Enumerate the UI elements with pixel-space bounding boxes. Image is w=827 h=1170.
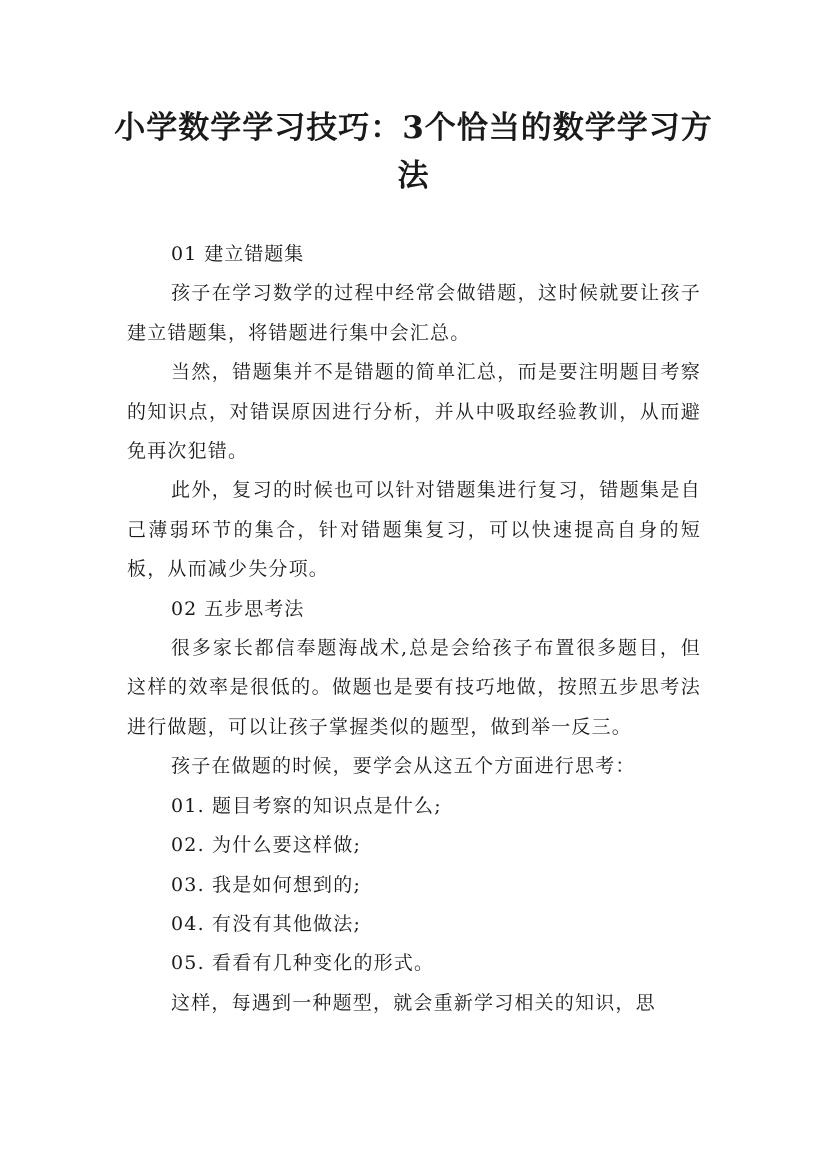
section-heading: 02 五步思考法 [171,597,305,620]
page-title: 小学数学学习技巧：3个恰当的数学学习方法 [114,110,713,194]
paragraph: 当然，错题集并不是错题的简单汇总，而是要注明题目考察的知识点，对错误原因进行分析，并从中吸取经验教训，从而避免再次犯错。 [127,361,701,463]
paragraph: 很多家长都信奉题海战术,总是会给孩子布置很多题目，但这样的效率是很低的。做题也是要有技巧地做，按照五步思考法进行做题，可以让孩子掌握类似的题型，做到举一反三。 [127,637,701,738]
list-item: 04. 有没有其他做法; [171,912,362,935]
paragraph: 此外，复习的时候也可以针对错题集进行复习，错题集是自己薄弱环节的集合，针对错题集复习，可以快速提高自身的短板，从而减少失分项。 [127,479,701,581]
section-heading: 01 建立错题集 [171,243,305,265]
list-item: 05. 看看有几种变化的形式。 [171,952,435,975]
list-item: 01. 题目考察的知识点是什么; [171,794,442,817]
paragraph: 孩子在做题的时候，要学会从这五个方面进行思考： [171,755,636,778]
list-item: 03. 我是如何想到的; [171,873,362,896]
paragraph: 孩子在学习数学的过程中经常会做错题，这时候就要让孩子建立错题集，将错题进行集中会汇总。 [127,282,701,344]
document-body [127,235,701,1023]
paragraph: 这样，每遇到一种题型，就会重新学习相关的知识，思 [171,991,656,1014]
list-item: 02. 为什么要这样做; [171,834,362,857]
